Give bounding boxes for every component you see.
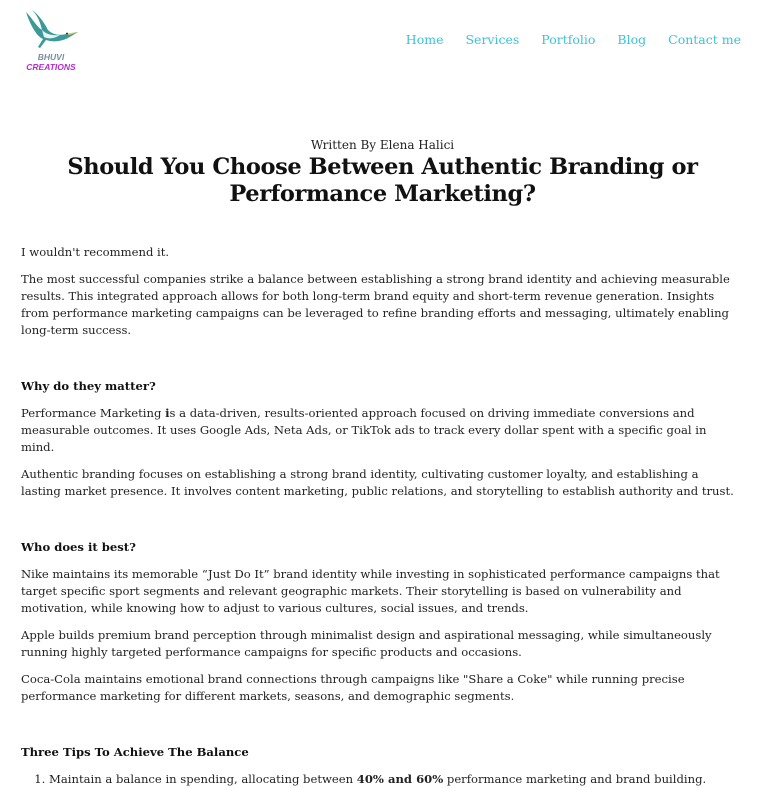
brand-line2: CREATIONS bbox=[26, 62, 76, 72]
intro-paragraph: I wouldn't recommend it. bbox=[21, 245, 170, 259]
nav-contact[interactable]: Contact me bbox=[668, 32, 741, 47]
tip-item bbox=[49, 771, 741, 788]
heron-icon bbox=[22, 8, 82, 54]
why-p1-start: Performance Marketing bbox=[21, 406, 166, 420]
site-header bbox=[0, 0, 765, 80]
why-paragraph-2: Authentic branding focuses on establishing a strong brand identity, cultivating customer loyalty, and establishing a lasting market presence. It involves content marketing, public relations, and storytelling to establish authority and trust. bbox=[21, 467, 734, 498]
article-body bbox=[21, 244, 741, 788]
brand-logo[interactable] bbox=[22, 8, 84, 72]
why-p1-bold: i bbox=[165, 406, 170, 420]
who-paragraph-nike: Nike maintains its memorable “Just Do It” brand identity while investing in sophisticated performance campaigns that target specific sport segments and relevant geographic markets. Their storytelling is based on vulnerability and motivation, while knowing how to adjust to various cultures, social issues, and trends. bbox=[21, 567, 720, 615]
brand-line1: BHUVI bbox=[37, 52, 65, 62]
who-paragraph-cocacola: Coca-Cola maintains emotional brand connections through campaigns like "Share a Coke" while running precise performance marketing for different markets, seasons, and demographic segments. bbox=[21, 672, 685, 703]
tips-heading: Three Tips To Achieve The Balance bbox=[21, 745, 249, 759]
main-nav bbox=[406, 32, 741, 47]
nav-portfolio[interactable]: Portfolio bbox=[541, 32, 596, 47]
tip1-end: performance marketing and brand building. bbox=[443, 772, 707, 786]
nav-home[interactable]: Home bbox=[405, 32, 444, 47]
article-byline: Written By Elena Halici bbox=[310, 138, 455, 152]
why-paragraph-1 bbox=[21, 405, 741, 456]
who-paragraph-apple: Apple builds premium brand perception through minimalist design and aspirational messaging, while simultaneously running highly targeted performance campaigns for specific products and occasions. bbox=[21, 628, 712, 659]
who-heading: Who does it best? bbox=[21, 540, 136, 554]
tip1-start: Maintain a balance in spending, allocating between bbox=[49, 772, 357, 786]
nav-services[interactable]: Services bbox=[465, 32, 520, 47]
tip1-bold: 40% and 60% bbox=[356, 772, 444, 786]
brand-name bbox=[22, 52, 80, 72]
tips-list bbox=[49, 771, 741, 788]
why-heading: Why do they matter? bbox=[21, 379, 156, 393]
intro-paragraph-2: The most successful companies strike a balance between establishing a strong brand identity and achieving measurable results. This integrated approach allows for both long-term brand equity and short-term revenue generation. Insights from performance marketing campaigns can be leveraged to refine branding efforts and messaging, ultimately enabling long-term success. bbox=[21, 272, 730, 337]
nav-blog[interactable]: Blog bbox=[617, 32, 647, 47]
why-p1-rest: s a data-driven, results-oriented approach focused on driving immediate conversions and measurable outcomes. It uses Google Ads, Neta Ads, or TikTok ads to track every dollar spent with a specific goal in mind. bbox=[21, 406, 707, 454]
article-title: Should You Choose Between Authentic Branding or Performance Marketing? bbox=[67, 154, 698, 207]
